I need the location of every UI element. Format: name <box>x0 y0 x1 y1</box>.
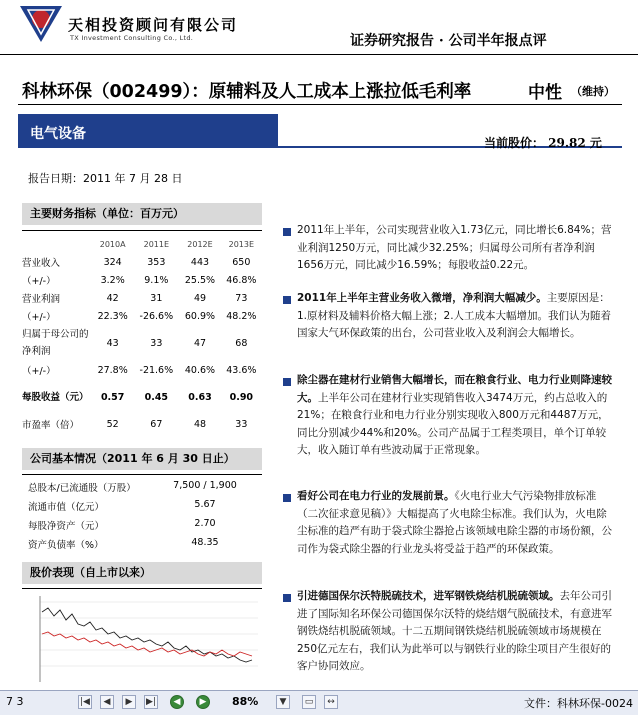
row-label: 营业利润 <box>22 294 61 305</box>
cell: 25.5% <box>184 274 216 286</box>
bullet-icon <box>283 494 291 502</box>
cell: 22.3% <box>97 310 128 322</box>
paragraph <box>297 588 617 688</box>
cell: 353 <box>147 256 166 268</box>
row-label: （+/-） <box>22 312 56 323</box>
cell: 443 <box>190 256 210 268</box>
info-value: 5.67 <box>194 499 216 510</box>
info-label: 流通市值（亿元） <box>28 502 105 513</box>
paragraph-text: 《火电行业大气污染物排放标准（二次征求意见稿）》大幅提高了火电除尘标准。我们认为，火电除尘标准的趋严有助于袋式除尘器抢占该领域电除尘器的市场份额，公司作为袋式除尘器的行业龙头将受益于趋严的环保政策。 <box>297 490 612 555</box>
paragraph <box>297 222 617 275</box>
cell: 40.6% <box>184 364 216 376</box>
cell: 0.57 <box>100 391 125 403</box>
paragraph <box>297 290 617 343</box>
divider <box>22 588 262 589</box>
report-date: 报告日期：2011 年 7 月 28 日 <box>28 172 183 185</box>
cell: 0.45 <box>144 391 169 403</box>
table-row <box>22 253 262 271</box>
cell: 33 <box>150 337 163 349</box>
table-row <box>22 361 262 379</box>
info-label: 总股本/已流通股（万股） <box>28 483 136 494</box>
cell: 67 <box>150 418 163 430</box>
divider <box>22 230 262 231</box>
row-label: 市盈率（倍） <box>22 420 80 431</box>
paragraph-text: 2011年上半年，公司实现营业收入1.73亿元，同比增长6.84%；营业利润1250万元，同比减少32.25%；归属母公司所有者净利润1656万元，同比减少16.59%；每股收益0.22元。 <box>297 224 612 272</box>
paragraph-text: 主要原因是：1.原材料及辅料价格大幅上涨；2.人工成本大幅增加。我们认为随着国家大气环保政策的出台，公司营业收入及利润会大幅增长。 <box>297 292 612 340</box>
cell: 9.1% <box>144 274 169 286</box>
column-header: 2012E <box>187 239 213 249</box>
paragraph-text: 上半年公司在建材行业实现销售收入3474万元，约占总收入的21%；在粮食行业和电力行业分别实现收入800万元和4487万元，同比分别减少44%和20%。公司产品属于工程类项目，单个订单较大，收入随订单有些波动属于正常现象。 <box>297 391 609 457</box>
cell: 33 <box>235 418 248 430</box>
cell: 0.90 <box>229 391 254 403</box>
next-page-icon[interactable]: ▶ <box>122 695 136 709</box>
stock-performance-title: 股价表现（自上市以来） <box>22 562 262 584</box>
cell: 60.9% <box>184 310 216 322</box>
fit-page-icon[interactable]: ▭ <box>302 695 316 709</box>
info-label: 资产负债率（%） <box>28 540 104 551</box>
cell: 49 <box>193 292 207 304</box>
paragraph-lead: 除尘器在建材行业销售大幅增长，而在粮食行业、电力行业则降速较大。 <box>297 374 612 404</box>
report-headline: 科林环保（002499）：原辅料及人工成本上涨拉低毛利率 <box>22 82 472 102</box>
bullet-icon <box>283 228 291 236</box>
table-row <box>22 415 262 433</box>
row-label: 营业收入 <box>22 258 61 269</box>
cell: 31 <box>150 292 163 304</box>
divider <box>22 474 262 475</box>
first-page-icon[interactable]: |◀ <box>78 695 92 709</box>
table-row <box>22 289 262 307</box>
fit-width-icon[interactable]: ↔ <box>324 695 338 709</box>
column-header: 2011E <box>143 239 170 249</box>
rating-note: （维持） <box>571 85 615 98</box>
column-header: 2013E <box>228 239 255 249</box>
cell: 0.63 <box>188 391 212 403</box>
bullet-icon <box>283 594 291 602</box>
row-label: 归属于母公司的净利润 <box>22 329 89 357</box>
row-label: （+/-） <box>22 366 56 377</box>
forward-icon[interactable]: ▶ <box>196 695 210 709</box>
cell: 48.2% <box>226 310 257 322</box>
paragraph <box>297 488 617 558</box>
table-row <box>22 325 262 361</box>
current-price: 当前股价： 29.82 元 <box>484 136 602 150</box>
table-row <box>22 307 262 325</box>
column-header: 2010A <box>99 239 126 249</box>
zoom-dropdown-icon[interactable]: ▼ <box>276 695 290 709</box>
info-value: 48.35 <box>191 537 219 548</box>
report-type: 证券研究报告 · 公司半年报点评 <box>350 33 547 49</box>
rating: 中性 <box>528 83 562 103</box>
cell: 43.6% <box>226 364 257 376</box>
company-logo-icon <box>18 4 64 44</box>
table-row <box>22 379 262 415</box>
prev-page-icon[interactable]: ◀ <box>100 695 114 709</box>
back-icon[interactable]: ◀ <box>170 695 184 709</box>
basic-info-title: 公司基本情况（2011 年 6 月 30 日止） <box>22 448 262 470</box>
cell: 42 <box>106 292 119 304</box>
paragraph-text: 去年公司引进了国际知名环保公司德国保尔沃特的烧结烟气脱硫技术，有意进军钢铁烧结机脱硫领域。十二五期间钢铁烧结机脱硫领域市场规模在250亿元左右，我们认为此举可以与钢铁行业的除尘项目产生很好的客户协同效应。 <box>297 590 612 673</box>
financials-title: 主要财务指标（单位：百万元） <box>22 203 262 225</box>
cell: -21.6% <box>139 364 174 376</box>
info-label: 每股净资产（元） <box>28 521 105 532</box>
stock-line-series <box>42 608 252 662</box>
paragraph-lead: 看好公司在电力行业的发展前景。 <box>297 490 455 502</box>
cell: 52 <box>106 418 119 430</box>
divider <box>18 104 622 105</box>
divider <box>0 54 638 55</box>
cell: 3.2% <box>100 274 125 286</box>
row-label: 每股收益（元） <box>22 391 89 403</box>
cell: 27.8% <box>97 364 128 376</box>
cell: 47 <box>193 337 207 349</box>
cell: 68 <box>235 337 248 349</box>
company-name-en: TX Investment Consulting Co., Ltd. <box>70 34 194 42</box>
bullet-icon <box>283 378 291 386</box>
cell: -26.6% <box>139 310 174 322</box>
cell: 43 <box>106 337 119 349</box>
paragraph <box>297 372 617 460</box>
sector-label: 电气设备 <box>30 126 86 142</box>
cell: 46.8% <box>226 274 257 286</box>
last-page-icon[interactable]: ▶| <box>144 695 158 709</box>
paragraph-lead: 引进德国保尔沃特脱硫技术，进军钢铁烧结机脱硫领域。 <box>297 590 560 602</box>
table-row <box>22 271 262 289</box>
stock-price-chart <box>22 590 262 688</box>
file-name: 文件：科林环保-0024 <box>524 697 633 710</box>
cell: 48 <box>193 418 207 430</box>
index-line-series <box>42 632 252 656</box>
cell: 73 <box>235 292 248 304</box>
financials-table <box>22 235 262 433</box>
info-value: 7,500 / 1,900 <box>173 480 237 491</box>
cell: 324 <box>103 256 122 268</box>
info-value: 2.70 <box>194 518 216 529</box>
bullet-icon <box>283 296 291 304</box>
paragraph-lead: 2011年上半年主营业务收入微增，净利润大幅减少。 <box>297 292 547 304</box>
company-name: 天相投资顾问有限公司 <box>68 16 239 34</box>
row-label: （+/-） <box>22 276 56 287</box>
zoom-level[interactable]: 88% <box>232 695 259 708</box>
cell: 650 <box>232 256 251 268</box>
page-number[interactable]: 7 3 <box>6 695 24 708</box>
